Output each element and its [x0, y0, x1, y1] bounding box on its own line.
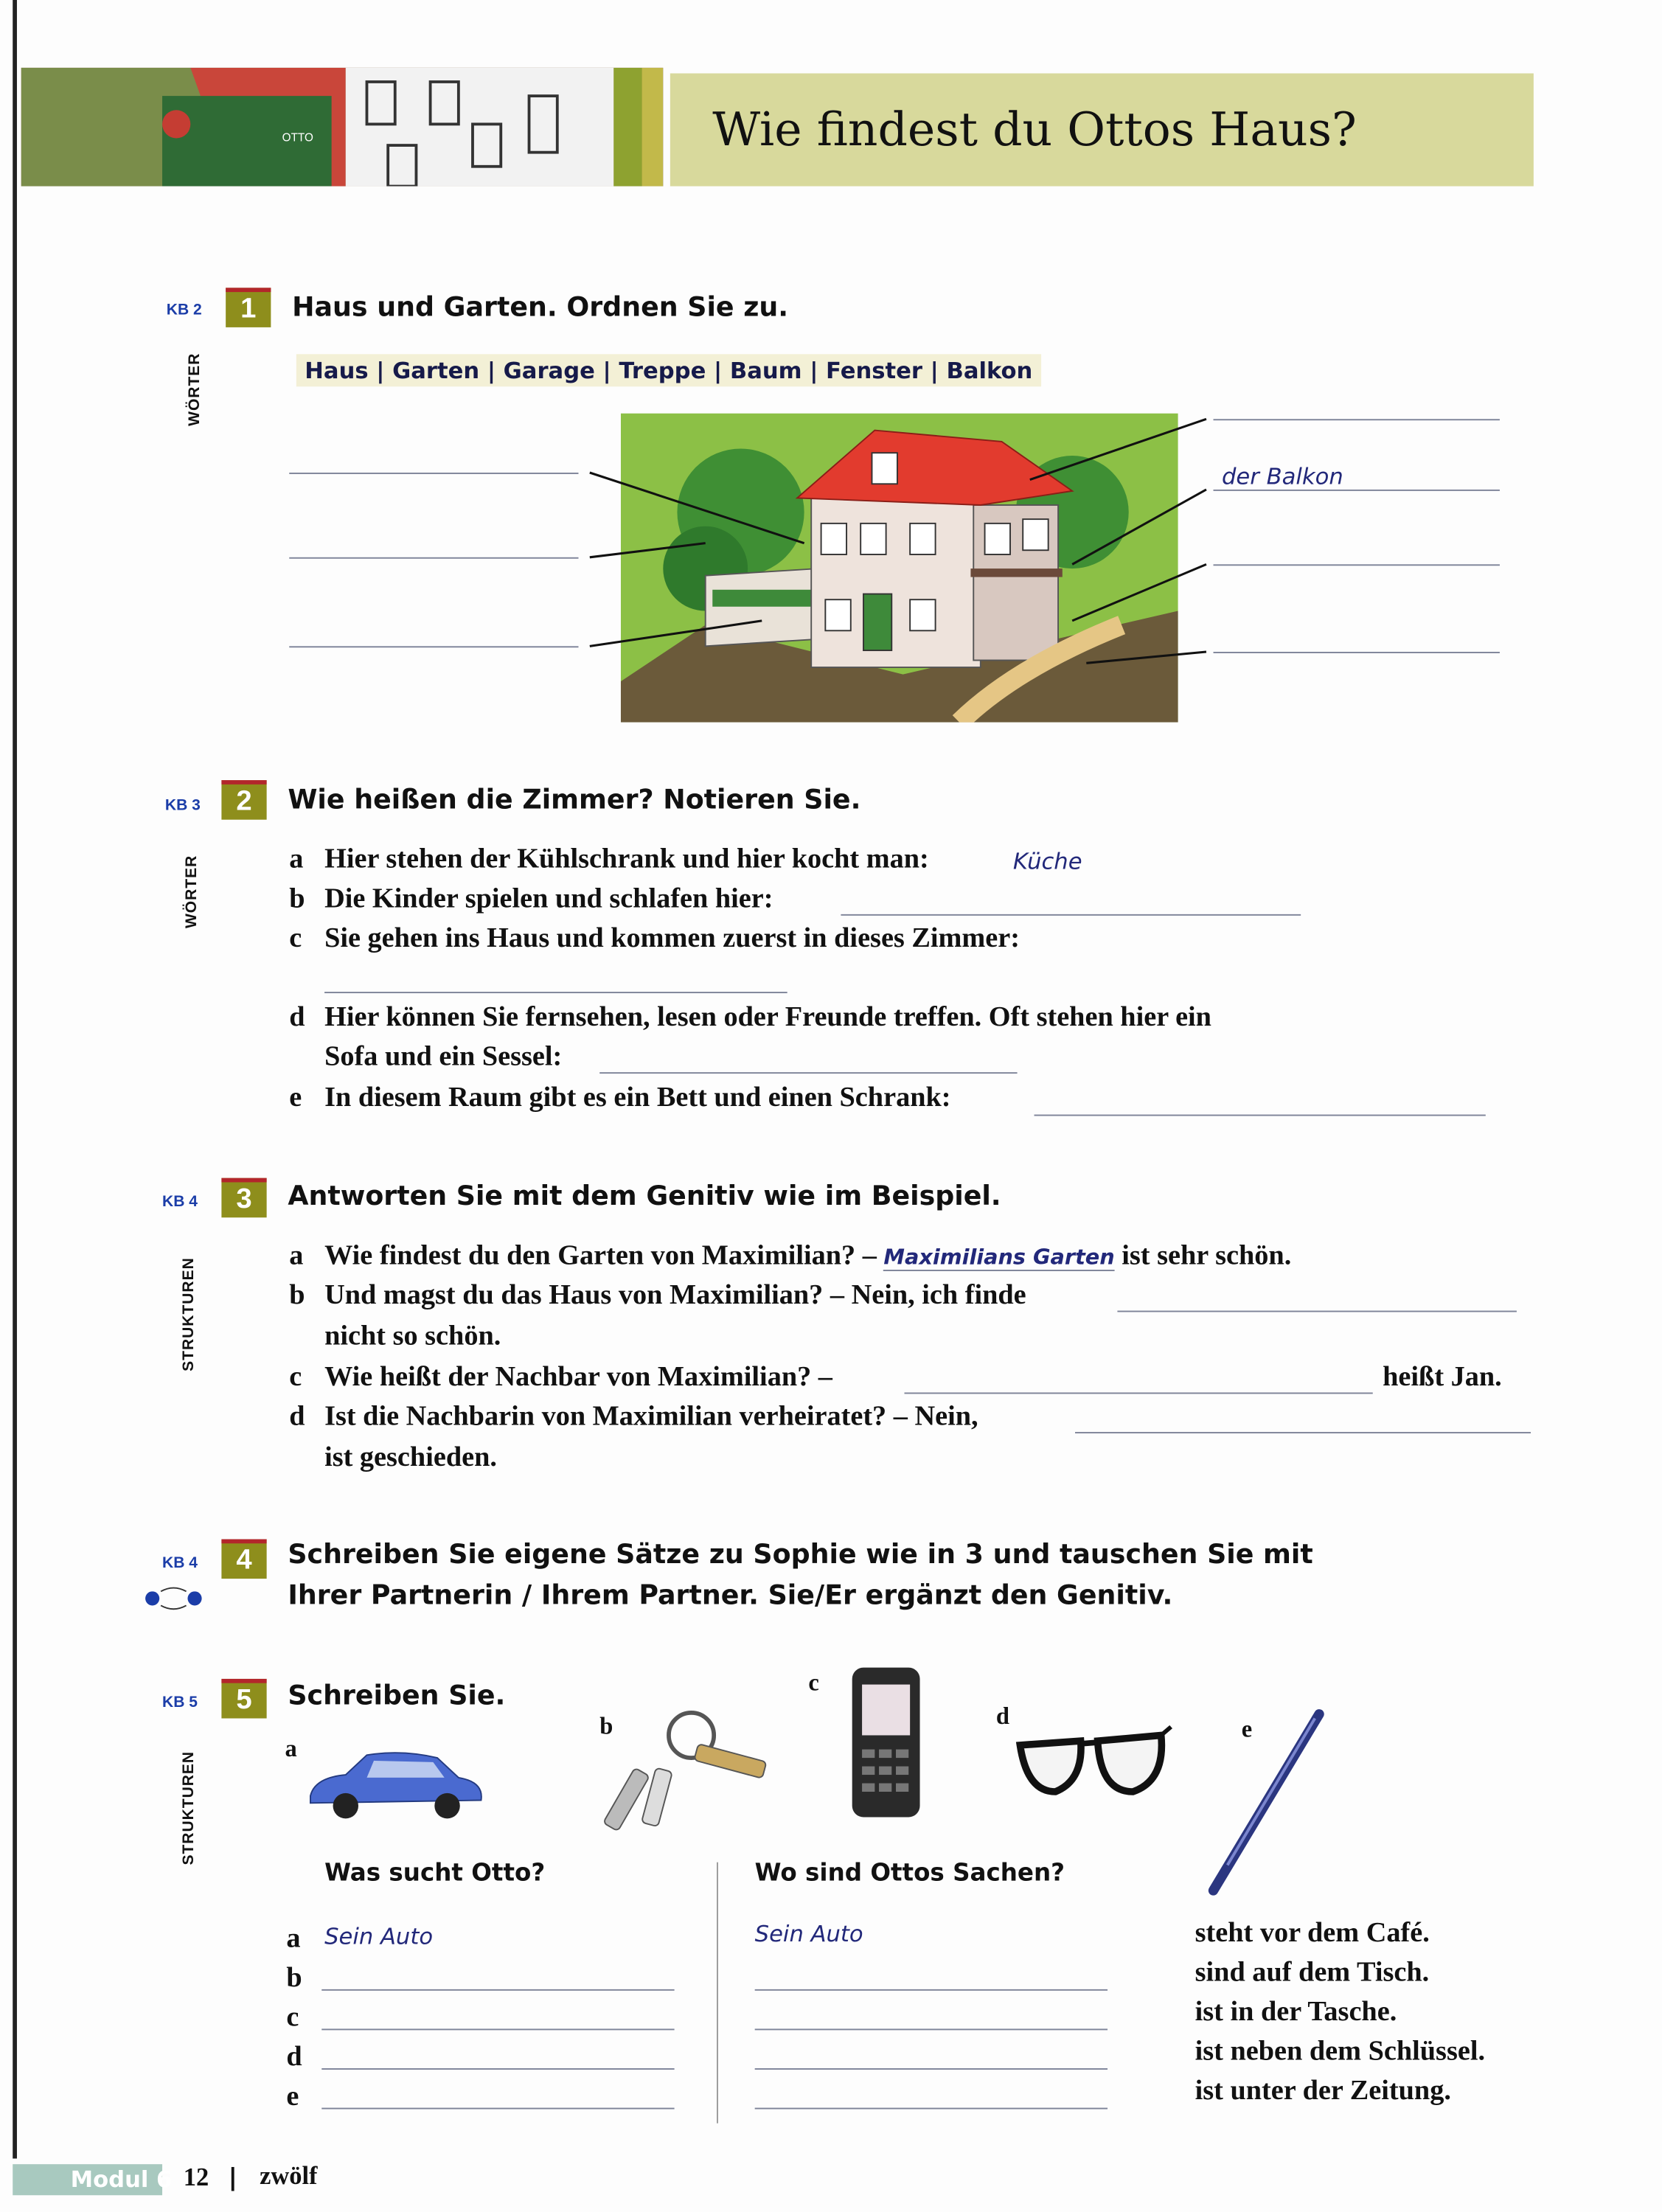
side-label: STRUKTUREN	[180, 1257, 198, 1371]
exercise-number: 3	[221, 1178, 266, 1218]
answer-blank[interactable]	[599, 1072, 1017, 1074]
side-label: WÖRTER	[186, 352, 204, 426]
item-text	[324, 1240, 1291, 1273]
item-letter: d	[289, 1401, 305, 1433]
handwritten-answer: Sein Auto	[754, 1920, 863, 1947]
answer-blank[interactable]	[1117, 1311, 1516, 1312]
answer-blank[interactable]	[755, 2068, 1108, 2070]
handwritten-answer: Küche	[1012, 847, 1082, 875]
exercise-title: Wie heißen die Zimmer? Notieren Sie.	[288, 784, 861, 815]
row-letter: b	[286, 1962, 302, 1994]
item-letter: a	[289, 1239, 304, 1271]
exercise-instruction-continued: Ihrer Partnerin / Ihrem Partner. Sie/Er ergänzt den Genitiv.	[288, 1580, 1173, 1612]
answer-blank[interactable]	[321, 1989, 674, 1991]
exercise-number: 1	[226, 288, 271, 327]
answer-blank[interactable]	[321, 2068, 674, 2070]
item-text: Die Kinder spielen und schlafen hier:	[324, 883, 773, 914]
row-ending: steht vor dem Café.	[1195, 1917, 1430, 1949]
exercise-title: Antworten Sie mit dem Genitiv wie im Beispiel.	[288, 1180, 1001, 1212]
pen-icon	[1199, 1707, 1333, 1897]
page-number-separator	[232, 2167, 234, 2191]
item-letter: c	[289, 922, 302, 954]
answer-blank[interactable]	[755, 2108, 1108, 2110]
kb-ref: KB 2	[166, 302, 202, 319]
item-ending: heißt Jan.	[1383, 1361, 1502, 1393]
column-divider	[717, 1863, 718, 2124]
answer-blank[interactable]	[289, 557, 578, 559]
glasses-icon	[1013, 1724, 1175, 1809]
handwritten-answer: Sein Auto	[324, 1922, 434, 1950]
answer-blank[interactable]	[1075, 1432, 1531, 1433]
kb-ref: KB 4	[162, 1554, 198, 1572]
answer-blank[interactable]	[755, 2028, 1108, 2030]
kb-ref: KB 3	[164, 797, 201, 815]
item-letter: b	[289, 1279, 305, 1311]
handwritten-answer: Maximilians Garten	[883, 1244, 1115, 1270]
word-bank: Haus | Garten | Garage | Treppe | Baum | Fenster | Balkon	[296, 354, 1041, 386]
answer-blank[interactable]	[324, 992, 787, 993]
side-label: WÖRTER	[183, 855, 201, 929]
answer-blank[interactable]	[841, 914, 1301, 916]
picture-letter: e	[1241, 1715, 1253, 1743]
exercise-instruction: Schreiben Sie eigene Sätze zu Sophie wie in 3 und tauschen Sie mit	[288, 1539, 1313, 1571]
item-text-continued: nicht so schön.	[324, 1320, 501, 1352]
item-letter: b	[289, 883, 305, 914]
column-header-where: Wo sind Ottos Sachen?	[754, 1859, 1065, 1888]
item-letter: c	[289, 1361, 302, 1393]
answer-blank[interactable]	[755, 1989, 1108, 1991]
car-icon	[303, 1747, 487, 1824]
picture-letter: a	[285, 1735, 297, 1762]
kb-ref: KB 5	[162, 1694, 198, 1711]
answer-blank[interactable]	[289, 646, 578, 647]
item-text: Hier stehen der Kühlschrank und hier kocht man:	[324, 844, 929, 875]
item-text: Und magst du das Haus von Maximilian? – Nein, ich finde	[324, 1279, 1026, 1311]
row-ending: ist unter der Zeitung.	[1195, 2075, 1451, 2107]
item-question: Wie findest du den Garten von Maximilian? –	[324, 1239, 877, 1271]
picture-letter: d	[995, 1703, 1009, 1730]
answer-blank[interactable]	[1214, 564, 1500, 566]
row-letter: c	[286, 2002, 299, 2034]
keys-icon	[599, 1704, 776, 1838]
side-label: STRUKTUREN	[180, 1750, 198, 1865]
exercise-number: 5	[221, 1679, 266, 1719]
item-ending: ist sehr schön.	[1122, 1239, 1292, 1271]
answer-blank[interactable]	[289, 473, 578, 474]
page-number: 12	[183, 2163, 209, 2191]
row-ending: ist in der Tasche.	[1195, 1996, 1397, 2028]
row-letter: e	[286, 2081, 299, 2112]
row-ending: ist neben dem Schlüssel.	[1195, 2036, 1486, 2067]
item-letter: d	[289, 1001, 305, 1033]
answer-blank[interactable]	[904, 1393, 1372, 1394]
module-label: Modul 6	[70, 2166, 173, 2193]
row-letter: a	[286, 1922, 301, 1955]
page-title: Wie findest du Ottos Haus?	[712, 101, 1357, 157]
partner-work-icon	[141, 1585, 206, 1613]
item-text: Hier können Sie fernsehen, lesen oder Freunde treffen. Oft stehen hier ein	[324, 1001, 1211, 1033]
handwritten-answer: der Balkon	[1222, 462, 1343, 490]
item-letter: e	[289, 1082, 302, 1113]
item-text-continued: ist geschieden.	[324, 1441, 497, 1473]
exercise-number: 2	[221, 780, 266, 820]
answer-blank[interactable]	[1214, 490, 1500, 491]
answer-blank[interactable]	[321, 2108, 674, 2110]
label-connector-lines	[0, 0, 1662, 790]
page-word: zwölf	[260, 2161, 318, 2190]
item-text: Sie gehen ins Haus und kommen zuerst in dieses Zimmer:	[324, 922, 1021, 954]
column-header-what: Was sucht Otto?	[324, 1859, 546, 1888]
exercise-title: Schreiben Sie.	[288, 1680, 506, 1711]
row-letter: d	[286, 2041, 302, 2073]
picture-letter: b	[599, 1712, 613, 1740]
answer-blank[interactable]	[1214, 419, 1500, 420]
kb-ref: KB 4	[162, 1193, 198, 1211]
exercise-number: 4	[221, 1540, 266, 1579]
item-text: In diesem Raum gibt es ein Bett und einen Schrank:	[324, 1082, 951, 1113]
answer-blank[interactable]	[321, 2028, 674, 2030]
item-letter: a	[289, 844, 304, 875]
phone-icon	[846, 1665, 925, 1820]
exercise-title: Haus und Garten. Ordnen Sie zu.	[292, 292, 789, 324]
banner-sign: OTTO	[282, 131, 313, 145]
item-text: Wie heißt der Nachbar von Maximilian? –	[324, 1361, 832, 1393]
item-text-continued: Sofa und ein Sessel:	[324, 1041, 563, 1073]
picture-letter: c	[808, 1669, 819, 1696]
item-text: Ist die Nachbarin von Maximilian verheiratet? – Nein,	[324, 1401, 978, 1433]
answer-blank[interactable]	[1214, 652, 1500, 653]
answer-blank[interactable]	[1035, 1115, 1486, 1116]
row-ending: sind auf dem Tisch.	[1195, 1956, 1430, 1988]
